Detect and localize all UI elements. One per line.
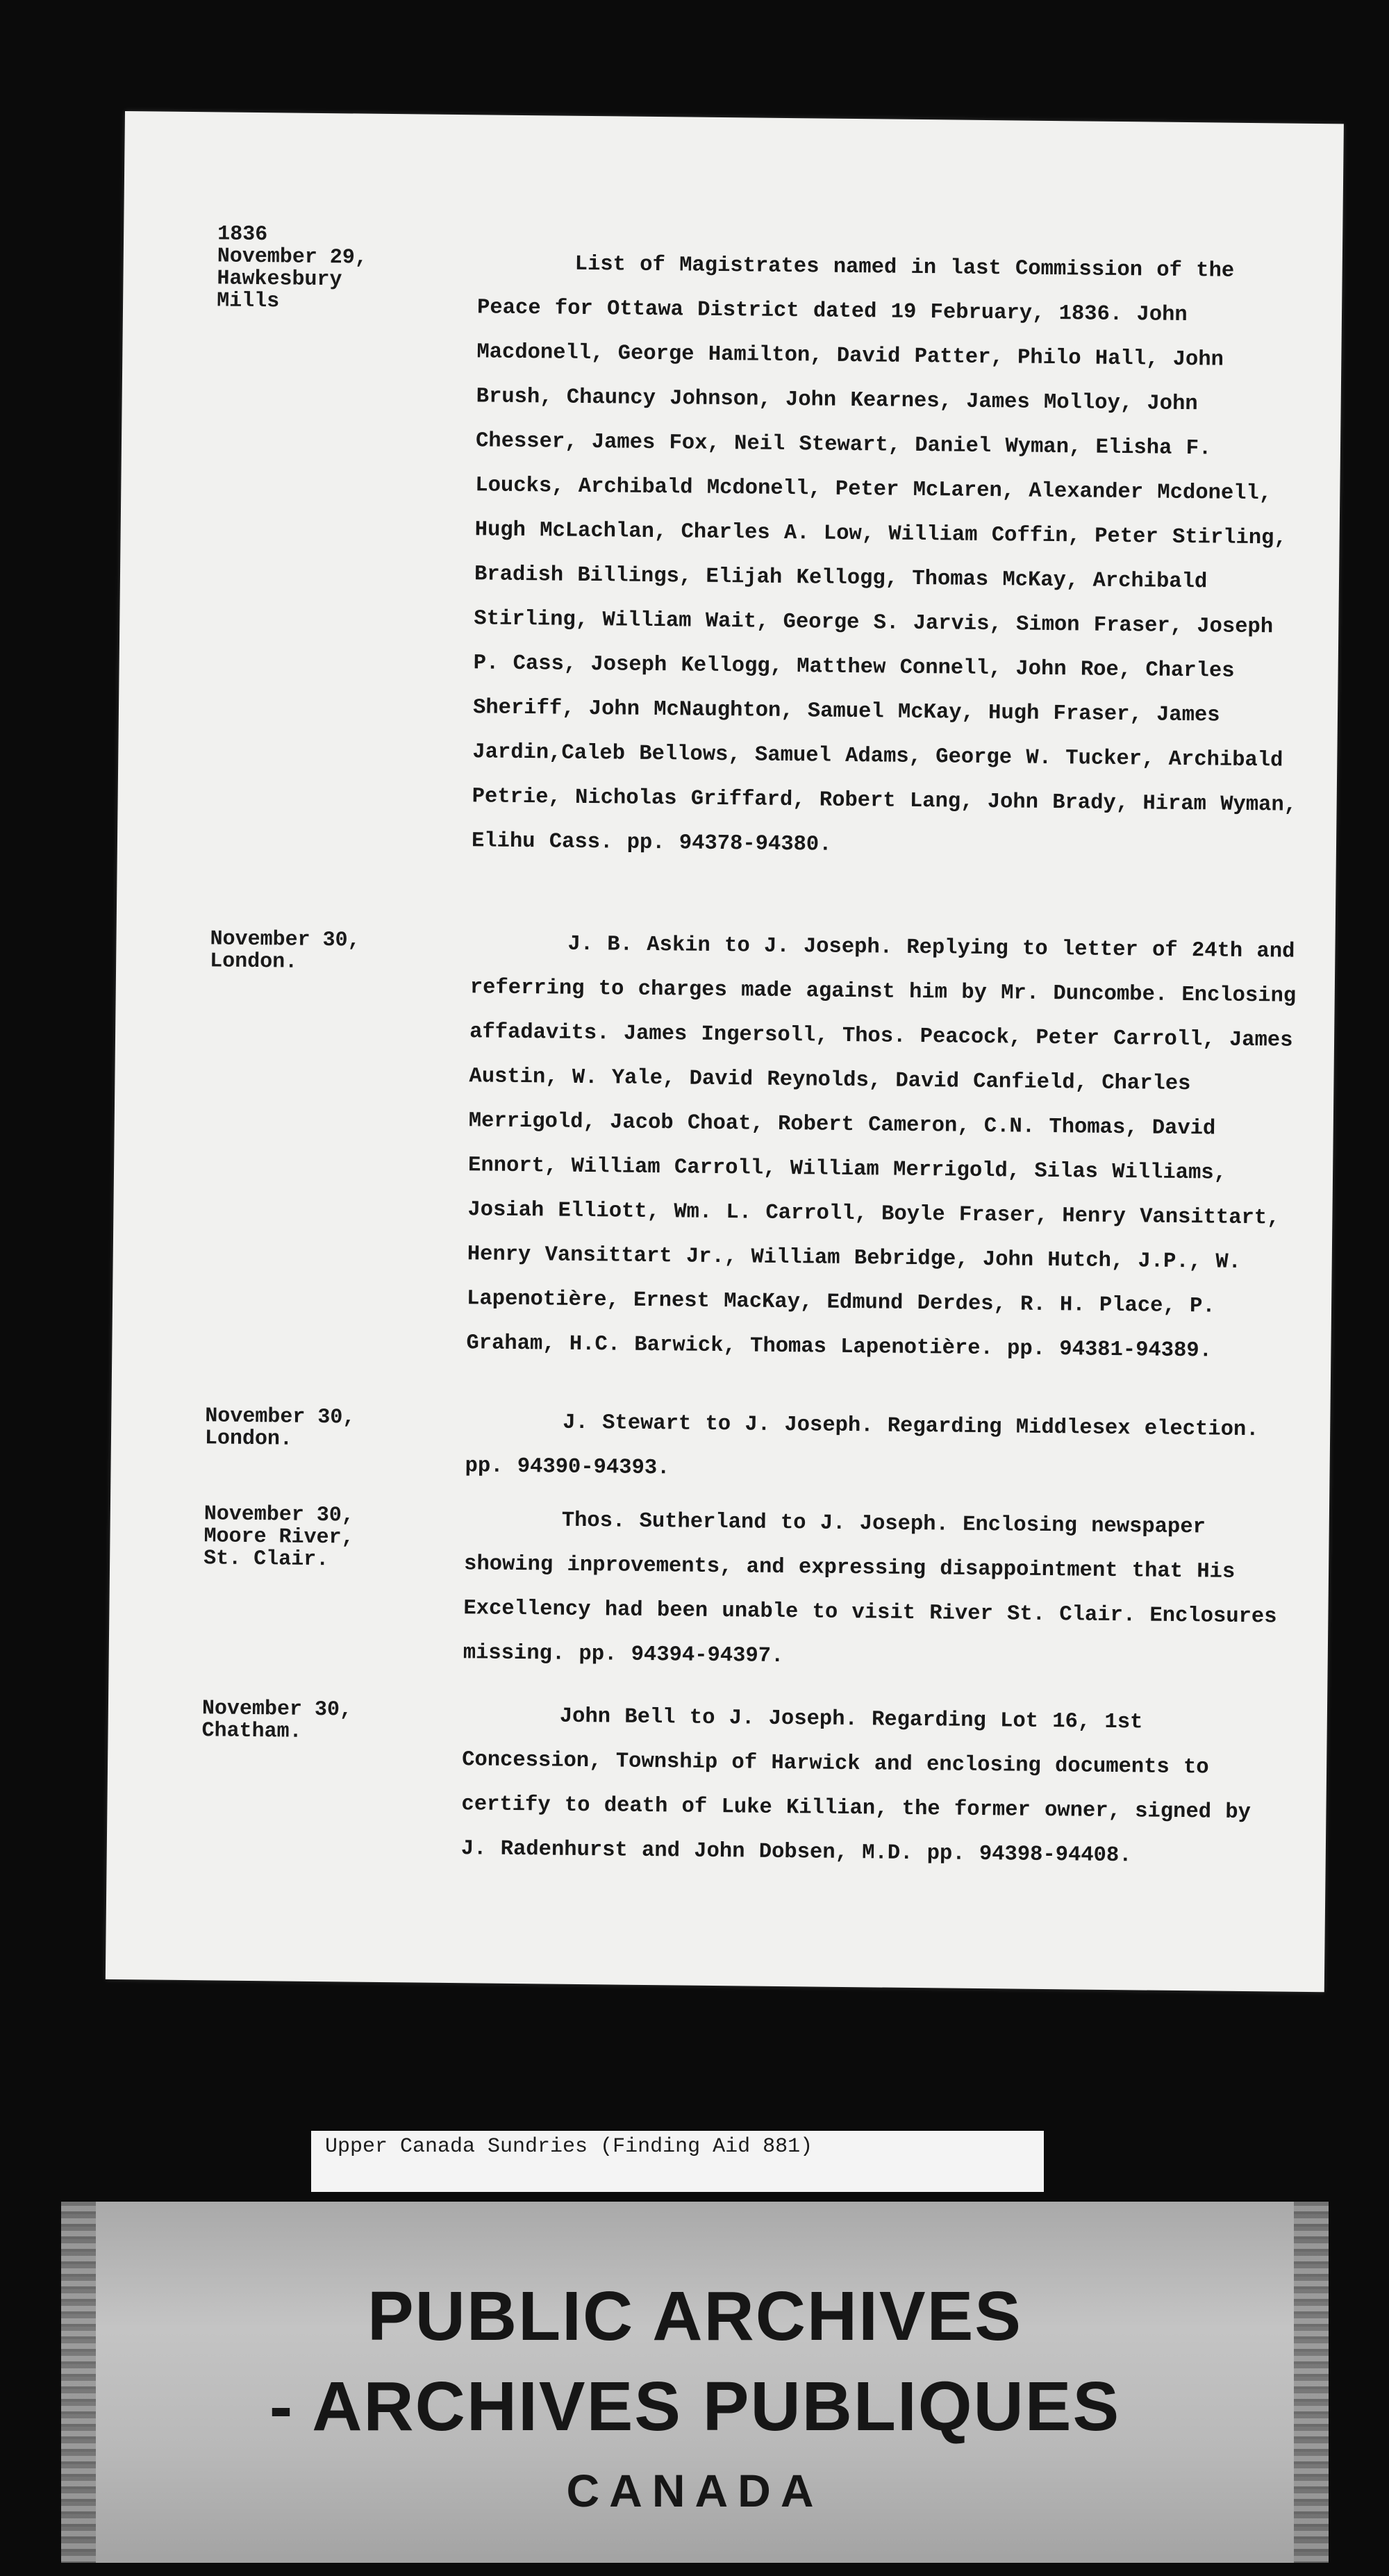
entry-text: John Bell to J. Joseph. Regarding Lot 16, 1st Concession, Township of Harwick and enclosing documents to certify to death of Luke Killian, the former owner, signed by J. Radenhurst and John Dobsen, M.D. pp. 94398-94408. <box>460 1704 1251 1868</box>
entry-place: London. <box>204 1427 293 1452</box>
entry-date: November 30, <box>205 1404 356 1430</box>
entry-place: Moore River, <box>203 1524 354 1550</box>
entry-place: Chatham. <box>201 1719 302 1744</box>
stamp-line-archives-publiques: - ARCHIVES PUBLIQUES <box>269 2368 1121 2445</box>
entry-place: Hawkesbury <box>217 267 342 292</box>
entry-place: London. <box>210 949 298 974</box>
entry-place-2: Mills <box>216 289 280 314</box>
entry-date-place <box>210 928 419 974</box>
entry-text: Thos. Sutherland to J. Joseph. Enclosing newspaper showing inprovements, and expressing disappointment that His Excellency had been unable to visit River St. Clair. Enclosures missing. pp. 94394-94397. <box>463 1509 1277 1669</box>
entry-date: November 30, <box>203 1502 355 1528</box>
entry-askin-letter <box>117 927 1336 1363</box>
entry-date-place <box>203 1503 413 1572</box>
entry-date: November 30, <box>210 927 360 953</box>
entry-text: List of Magistrates named in last Commission of the Peace for Ottawa District dated 19 February, 1836. John Macdonell, George Hamilton, David Patter, Philo Hall, John Brush, Chauncy Johnson, John Kearnes, James Molloy, John Chesser, James Fox, Neil Stewart, Daniel Wyman, Elisha F. Loucks, Archibald Mcdonell, Peter McLaren, Alexander Mcdonell, Hugh McLachlan, Charles A. Low, William Coffin, Peter Stirling, Bradish Billings, Elijah Kellogg, Thomas McKay, Archibald Stirling, William Wait, George S. Jarvis, Simon Fraser, Joseph P. Cass, Joseph Kellogg, Matthew Connell, John Roe, Charles Sheriff, John McNaughton, Samuel McKay, Hugh Fraser, James Jardin,Caleb Bellows, Samuel Adams, George W. Tucker, Archibald Petrie, Nicholas Griffard, Robert Lang, John Brady, Hiram Wyman, Elihu Cass. pp. 94378-94380. <box>471 252 1297 857</box>
finding-aid-label <box>311 2131 1044 2192</box>
archives-stamp <box>61 2202 1329 2563</box>
entry-text: J. B. Askin to J. Joseph. Replying to letter of 24th and referring to charges made against him by Mr. Duncombe. Enclosing affadavits. James Ingersoll, Thos. Peacock, Peter Carroll, James Austin, W. Yale, David Reynolds, David Canfield, Charles Merrigold, Jacob Choat, Robert Cameron, C.N. Thomas, David Ennort, William Carroll, William Merrigold, Silas Williams, Josiah Elliott, Wm. L. Carroll, Boyle Fraser, Henry Vansittart, Henry Vansittart Jr., William Bebridge, John Hutch, J.P., W. Lapenotière, Ernest MacKay, Edmund Derdes, R. H. Place, P. Graham, H.C. Barwick, Thomas Lapenotière. pp. 94381-94389. <box>466 932 1297 1363</box>
entry-stewart-letter <box>112 1404 1331 1481</box>
document-page <box>106 111 1344 1992</box>
entry-bell-letter <box>108 1697 1327 1868</box>
entry-text: J. Stewart to J. Joseph. Regarding Middlesex election. pp. 94390-94393. <box>465 1411 1259 1481</box>
entry-date-place <box>205 1405 414 1452</box>
stamp-line-public-archives: PUBLIC ARCHIVES <box>367 2277 1023 2355</box>
entry-hawkesbury-magistrates <box>124 222 1342 857</box>
entry-date-place <box>201 1697 410 1744</box>
entry-place-2: St. Clair. <box>203 1547 329 1572</box>
entry-sutherland-letter <box>110 1502 1329 1669</box>
entry-date: November 29, <box>217 244 368 270</box>
stamp-line-canada: CANADA <box>566 2465 824 2516</box>
entry-date-place <box>217 223 426 314</box>
entry-year: 1836 <box>217 222 268 247</box>
entry-date: November 30, <box>201 1697 353 1722</box>
finding-aid-text: Upper Canada Sundries (Finding Aid 881) <box>325 2135 813 2159</box>
